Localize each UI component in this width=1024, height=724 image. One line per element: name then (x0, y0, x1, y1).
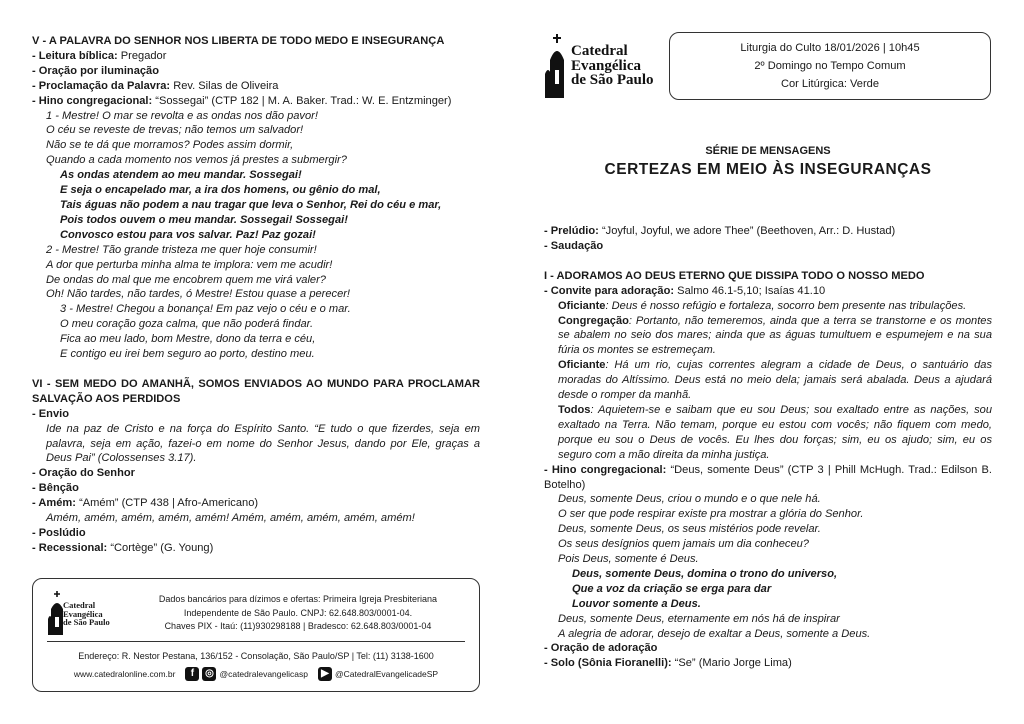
verse-3-line-2: O meu coração goza calma, que não poderá findar. (60, 318, 314, 331)
footer-address: Endereço: R. Nestor Pestana, 136/152 - Consolação, São Paulo/SP | Tel: (11) 3138-1600 (78, 651, 434, 661)
facebook-icon: f (185, 667, 199, 681)
hino2-bold-line-2: Que a voz da criação se erga para dar (572, 582, 772, 595)
footer-divider (47, 641, 465, 642)
hino-congregacional-2: - Hino congregacional: “Deus, somente Deus” (CTP 3 | Phill McHugh. Trad.: Edilson B. Botelho) (544, 463, 992, 491)
instagram-link[interactable]: f ◎ @catedralevangelicasp (185, 667, 308, 682)
youtube-link[interactable]: ▶ @CatedralEvangelicadeSP (318, 667, 438, 682)
verse-3-line-3: Fica ao meu lado, bom Mestre, dono da terra e céu, (60, 333, 316, 346)
bank-line-3: Chaves PIX - Itaú: (11)930298188 | Bradesco: 62.648.803/0001-04 (164, 621, 432, 631)
liturgy-color: Cor Litúrgica: Verde (780, 78, 880, 90)
hino2-line-5: Pois Deus, somente é Deus. (558, 553, 699, 566)
chorus-line-1: As ondas atendem ao meu mandar. Sossegai! (60, 169, 302, 182)
left-column (32, 34, 480, 556)
convite-adoracao: - Convite para adoração: Salmo 46.1-5,10; Isaías 41.10 (544, 284, 826, 297)
header-logo-line-1: Catedral (571, 43, 628, 59)
chorus-line-2: E seja o encapelado mar, a ira dos homens, ou gênio do mal, (60, 184, 381, 197)
bencao: - Bênção (32, 482, 79, 495)
oficiante-2: Oficiante: Há um rio, cujas correntes alegram a cidade de Deus, o santuário das moradas do Altíssimo. Deus está no meio dela; jamais será abalada. Deus a ajudará desde o romper da manhã. (558, 359, 992, 402)
instagram-icon: ◎ (202, 667, 216, 681)
solo: - Solo (Sônia Fioranelli): “Se” (Mario Jorge Lima) (544, 657, 792, 670)
footer-box (32, 578, 480, 692)
chorus-line-3: Tais águas não podem a nau tragar que leva o Senhor, Rei do céu e mar, (60, 198, 442, 211)
header-logo-line-3: de São Paulo (571, 72, 654, 88)
youtube-icon: ▶ (318, 667, 332, 681)
amem-text: Amém, amém, amém, amém, amém! Amém, amém, amém, amém, amém! (46, 512, 415, 525)
verse-3-line-1: 3 - Mestre! Chegou a bonança! Em paz vejo o céu e o mar. (60, 303, 351, 316)
footer-socials (33, 667, 479, 682)
verse-2-line-1: 2 - Mestre! Tão grande tristeza me quer hoje consumir! (46, 243, 317, 256)
hino-verse-1-line-1: 1 - Mestre! O mar se revolta e as ondas nos dão pavor! (46, 109, 318, 122)
hino-congregacional: - Hino congregacional: “Sossegai” (CTP 182 | M. A. Baker. Trad.: W. E. Entzminger) (32, 94, 452, 107)
verse-2-line-3: De ondas do mal que me encobrem quem me virá valer? (46, 273, 326, 286)
series-label: SÉRIE DE MENSAGENS (705, 145, 831, 157)
chorus-line-4: Pois todos ouvem o meu mandar. Sossegai! Sossegai! (60, 213, 348, 226)
header-logo-line-2: Evangélica (571, 57, 641, 74)
hino2-line-3: Deus, somente Deus, os seus mistérios pode revelar. (558, 523, 821, 536)
oracao-senhor: - Oração do Senhor (32, 467, 135, 480)
oracao-adoracao: - Oração de adoração (544, 642, 658, 655)
footer-logo-line-1: Catedral (63, 600, 96, 610)
bank-line-2: Independente de São Paulo. CNPJ: 62.648.803/0001-04. (183, 607, 413, 618)
hino2-bold-line-1: Deus, somente Deus, domina o trono do universo, (572, 567, 838, 580)
liturgy-date: Liturgia do Culto 18/01/2026 | 10h45 (740, 42, 920, 54)
hino2-bold-line-3: Louvor somente a Deus. (572, 597, 701, 610)
chorus-line-5: Convosco estou para vos salvar. Paz! Paz gozai! (60, 228, 316, 241)
series-title: CERTEZAS EM MEIO ÀS INSEGURANÇAS (604, 160, 932, 178)
section-1-title: I - ADORAMOS AO DEUS ETERNO QUE DISSIPA TODO O NOSSO MEDO (544, 269, 925, 282)
liturgy-info-box (669, 32, 991, 100)
oracao-iluminacao: - Oração por iluminação (32, 64, 159, 77)
hino-verse-1-line-2: O céu se reveste de trevas; não temos um salvador! (46, 124, 304, 137)
cathedral-icon (544, 34, 570, 100)
hino2-end-line-2: A alegria de adorar, desejo de exaltar a Deus, somente a Deus. (558, 627, 871, 640)
hino-verse-1-line-4: Quando a cada momento nos vemos já prestes a submergir? (46, 154, 347, 167)
leitura-biblica: - Leitura bíblica: Pregador (32, 49, 167, 62)
hino2-line-1: Deus, somente Deus, criou o mundo e o que nele há. (558, 493, 821, 506)
saudacao: - Saudação (544, 239, 604, 252)
website-link[interactable]: www.catedralonline.com.br (73, 669, 176, 679)
envio: - Envio (32, 407, 69, 420)
bank-line-1: Dados bancários para dízimos e ofertas: Primeira Igreja Presbiteriana (158, 594, 438, 604)
posludio: - Poslúdio (32, 527, 86, 539)
hino-verse-1-line-3: Não se te dá que morramos? Podes assim dormir, (46, 139, 294, 152)
bank-info (129, 593, 467, 634)
amem: - Amém: “Amém” (CTP 438 | Afro-Americano) (32, 497, 259, 510)
section-6-title: VI - SEM MEDO DO AMANHÃ, SOMOS ENVIADOS AO MUNDO PARA PROCLAMAR SALVAÇÃO AOS PERDIDOS (32, 377, 480, 405)
recessional: - Recessional: “Cortège” (G. Young) (32, 541, 214, 554)
hino2-end-line-1: Deus, somente Deus, eternamente em nós há de inspirar (558, 612, 840, 625)
congregacao: Congregação: Portanto, não temeremos, ainda que a terra se transtorne e os montes se abalem no seio dos mares; ainda que as águas tumultuem e espumejem e na sua fúria os montes se estremeçam. (558, 314, 992, 357)
series-heading (544, 144, 992, 178)
verse-3-line-4: E contigo eu irei bem seguro ao porto, destino meu. (60, 348, 315, 361)
section-5-title: V - A PALAVRA DO SENHOR NOS LIBERTA DE TODO MEDO E INSEGURANÇA (32, 35, 445, 47)
preludio: - Prelúdio: “Joyful, Joyful, we adore Thee” (Beethoven, Arr.: D. Hustad) (544, 225, 896, 237)
right-column (544, 224, 992, 671)
oficiante-1: Oficiante: Deus é nosso refúgio e fortaleza, socorro bem presente nas tribulações. (558, 299, 967, 312)
footer-logo (47, 589, 117, 637)
footer-logo-line-2: Evangélica (63, 608, 103, 619)
liturgy-sunday: 2º Domingo no Tempo Comum (754, 60, 906, 72)
envio-text: Ide na paz de Cristo e na força do Espírito Santo. “E tudo o que fizerdes, seja em palavra, seja em ação, fazei-o em nome do Senhor Jesus, dando por Ele, graças a Deus Pai” (Colossenses 3.17). (46, 422, 480, 465)
verse-2-line-4: Oh! Não tardes, não tardes, ó Mestre! Estou quase a perecer! (46, 288, 351, 301)
hino2-line-4: Os seus desígnios quem jamais um dia conheceu? (558, 538, 809, 551)
footer-logo-line-3: de São Paulo (63, 617, 110, 627)
verse-2-line-2: A dor que perturba minha alma te implora: vem me acudir! (46, 258, 333, 271)
header-logo-text (571, 44, 654, 88)
todos: Todos: Aquietem-se e saibam que eu sou Deus; sou exaltado entre as nações, sou exaltado na Terra. Não temam, porque eu estou com vocês; não fiquem com medo, porque eu sou o Deus de vocês. Eu lhes dou forças; sim, eu os ajudo; sim, eu os seguro com a mão direita da minha justiça. (558, 403, 992, 461)
hino2-line-2: O ser que pode respirar existe pra mostrar a glória do Senhor. (558, 508, 864, 521)
proclamacao: - Proclamação da Palavra: Rev. Silas de Oliveira (32, 79, 279, 92)
